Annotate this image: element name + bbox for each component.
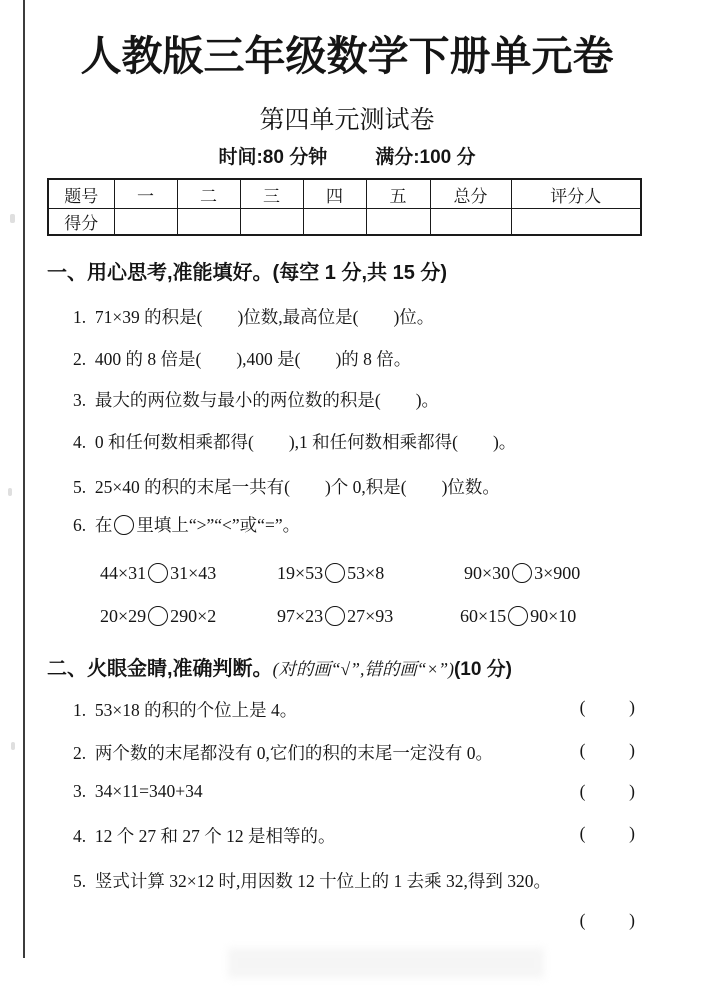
score-table-header-cell: 三 [240, 179, 303, 209]
score-blank-cell [114, 209, 177, 236]
comparison-item [464, 563, 580, 584]
s2-question-3 [73, 781, 635, 802]
score-table [47, 178, 642, 236]
s1-question-4: 4. 0 和任何数相乘都得( ),1 和任何数相乘都得( )。 [73, 432, 517, 452]
answer-bracket: ( ) [579, 697, 635, 717]
compare-circle-icon [148, 606, 168, 626]
comparison-right: 27×93 [347, 606, 394, 626]
s2-question-4-text: 4. 12 个 27 和 27 个 12 是相等的。 [73, 826, 336, 846]
exam-info-line [0, 142, 694, 169]
s2-question-1 [73, 697, 635, 722]
compare-circle-icon [512, 563, 532, 583]
s2-question-2-text: 2. 两个数的末尾都没有 0,它们的积的末尾一定没有 0。 [73, 743, 493, 763]
comparison-right: 290×2 [170, 606, 217, 626]
score-table-header-cell: 五 [366, 179, 430, 209]
s2-question-4 [73, 823, 635, 848]
answer-bracket: ( ) [579, 823, 635, 843]
score-blank-cell [303, 209, 366, 236]
comparison-left: 44×31 [100, 563, 147, 583]
comparison-left: 90×30 [464, 563, 511, 583]
comparison-item [460, 606, 576, 627]
s2-question-5-text: 5. 竖式计算 32×12 时,用因数 12 十位上的 1 去乘 32,得到 320。 [73, 871, 551, 891]
score-table-header-row [48, 179, 641, 209]
s2-question-1-text: 1. 53×18 的积的个位上是 4。 [73, 700, 298, 720]
score-blank-cell [511, 209, 641, 236]
page-title: 人教版三年级数学下册单元卷 [80, 33, 614, 79]
answer-bracket: ( ) [579, 740, 635, 760]
comparison-left: 97×23 [277, 606, 324, 626]
time-limit-label: 时间:80 分钟 [218, 147, 328, 168]
s2-question-2 [73, 740, 635, 765]
comparison-item [100, 563, 216, 584]
fill-circle-icon [114, 515, 134, 535]
s1-question-2: 2. 400 的 8 倍是( ),400 是( )的 8 倍。 [73, 349, 412, 369]
score-table-header-cell: 评分人 [511, 179, 641, 209]
comparison-item [100, 606, 216, 627]
comparison-left: 20×29 [100, 606, 147, 626]
score-blank-cell [177, 209, 240, 236]
scan-artifact [11, 742, 15, 750]
answer-bracket: ( ) [579, 781, 635, 801]
compare-circle-icon [325, 563, 345, 583]
s1-question-6-prefix: 6. 在 [73, 515, 113, 535]
comparison-item [277, 606, 393, 627]
full-score-label: 满分:100 分 [375, 147, 476, 168]
section2-heading [47, 652, 512, 681]
comparison-right: 31×43 [170, 563, 217, 583]
section2-heading-note: (对的画“√”,错的画“×”) [272, 659, 454, 679]
score-label-cell: 得分 [48, 209, 114, 236]
score-table-header-cell: 四 [303, 179, 366, 209]
s1-question-6 [73, 512, 300, 537]
score-blank-cell [366, 209, 430, 236]
comparison-right: 53×8 [347, 563, 385, 583]
s2-question-5 [73, 868, 655, 893]
s1-question-6-suffix: 里填上“>”“<”或“=”。 [136, 515, 301, 535]
score-table-header-cell: 一 [114, 179, 177, 209]
score-table-header-cell: 题号 [48, 179, 114, 209]
score-table-header-cell: 总分 [430, 179, 511, 209]
scan-artifact [10, 214, 15, 223]
comparison-left: 60×15 [460, 606, 507, 626]
comparison-right: 3×900 [534, 563, 581, 583]
scan-shadow [228, 948, 544, 978]
score-blank-cell [240, 209, 303, 236]
answer-bracket: ( ) [579, 910, 635, 930]
score-table-fill-row [48, 209, 641, 236]
s1-question-3: 3. 最大的两位数与最小的两位数的积是( )。 [73, 390, 440, 410]
comparison-item [277, 563, 384, 584]
comparison-right: 90×10 [530, 606, 577, 626]
section2-heading-main: 二、火眼金睛,准确判断。 [47, 658, 273, 680]
s1-question-5: 5. 25×40 的积的末尾一共有( )个 0,积是( )位数。 [73, 477, 500, 497]
section2-heading-points: (10 分) [453, 659, 513, 680]
compare-circle-icon [508, 606, 528, 626]
s1-question-1: 1. 71×39 的积是( )位数,最高位是( )位。 [73, 307, 435, 327]
section1-heading: 一、用心思考,准能填好。(每空 1 分,共 15 分) [47, 262, 448, 284]
s2-question-3-text: 3. 34×11=340+34 [73, 781, 203, 801]
compare-circle-icon [148, 563, 168, 583]
score-table-header-cell: 二 [177, 179, 240, 209]
page-subtitle: 第四单元测试卷 [259, 107, 435, 134]
score-blank-cell [430, 209, 511, 236]
scan-artifact [8, 488, 12, 496]
comparison-left: 19×53 [277, 563, 324, 583]
compare-circle-icon [325, 606, 345, 626]
